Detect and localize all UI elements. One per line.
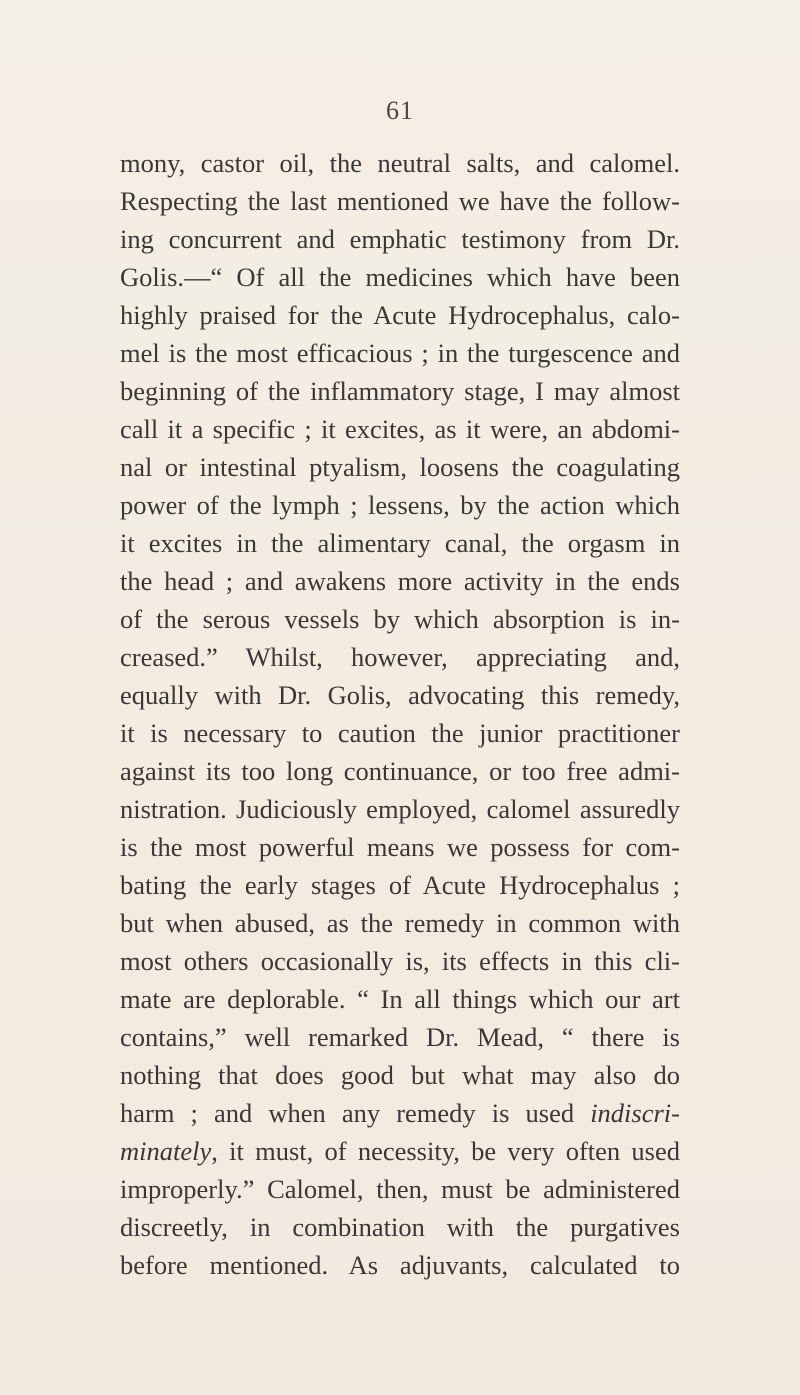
- text-line: highly praised for the Acute Hydrocephalus, calo-: [120, 300, 680, 330]
- page-number: 61: [386, 96, 414, 125]
- text-line: nistration. Judiciously employed, calomel assuredly: [120, 794, 680, 824]
- text-line: mate are deplorable. “ In all things which our art: [120, 984, 680, 1014]
- text-line: improperly.” Calomel, then, must be administered: [120, 1174, 680, 1204]
- text-line: contains,” well remarked Dr. Mead, “ there is: [120, 1022, 680, 1052]
- text-line: nal or intestinal ptyalism, loosens the coagulating: [120, 452, 680, 482]
- text-segment: , it must, of necessity, be very often used: [211, 1136, 680, 1166]
- text-line: Golis.—“ Of all the medicines which have been: [120, 262, 680, 292]
- text-line: it is necessary to caution the junior practitioner: [120, 718, 680, 748]
- text-line: but when abused, as the remedy in common with: [120, 908, 680, 938]
- text-line: equally with Dr. Golis, advocating this remedy,: [120, 680, 680, 710]
- body-text: [120, 144, 680, 1284]
- text-line: ing concurrent and emphatic testimony from Dr.: [120, 224, 680, 254]
- text-line: before mentioned. As adjuvants, calculated to: [120, 1250, 680, 1280]
- text-line: of the serous vessels by which absorption is in-: [120, 604, 680, 634]
- text-line: the head ; and awakens more activity in the ends: [120, 566, 680, 596]
- italic-word: indiscri-: [590, 1098, 680, 1128]
- text-line: Respecting the last mentioned we have the follow-: [120, 186, 680, 216]
- text-line: creased.” Whilst, however, appreciating and,: [120, 642, 680, 672]
- text-line: mel is the most efficacious ; in the turgescence and: [120, 338, 680, 368]
- text-line: nothing that does good but what may also do: [120, 1060, 680, 1090]
- text-line: bating the early stages of Acute Hydrocephalus ;: [120, 870, 680, 900]
- text-segment: harm ; and when any remedy is used: [120, 1098, 591, 1128]
- italic-word: minately: [120, 1136, 212, 1166]
- text-line: against its too long continuance, or too free admi-: [120, 756, 680, 786]
- text-line: [120, 1132, 680, 1170]
- text-line: beginning of the inflammatory stage, I may almost: [120, 376, 680, 406]
- text-line: [120, 1094, 680, 1132]
- text-line: most others occasionally is, its effects in this cli-: [120, 946, 680, 976]
- text-line: it excites in the alimentary canal, the orgasm in: [120, 528, 680, 558]
- text-line: power of the lymph ; lessens, by the action which: [120, 490, 680, 520]
- text-line: call it a specific ; it excites, as it were, an abdomi-: [120, 414, 680, 444]
- text-line: discreetly, in combination with the purgatives: [120, 1212, 680, 1242]
- text-line: mony, castor oil, the neutral salts, and calomel.: [120, 148, 680, 178]
- text-line: is the most powerful means we possess for com-: [120, 832, 680, 862]
